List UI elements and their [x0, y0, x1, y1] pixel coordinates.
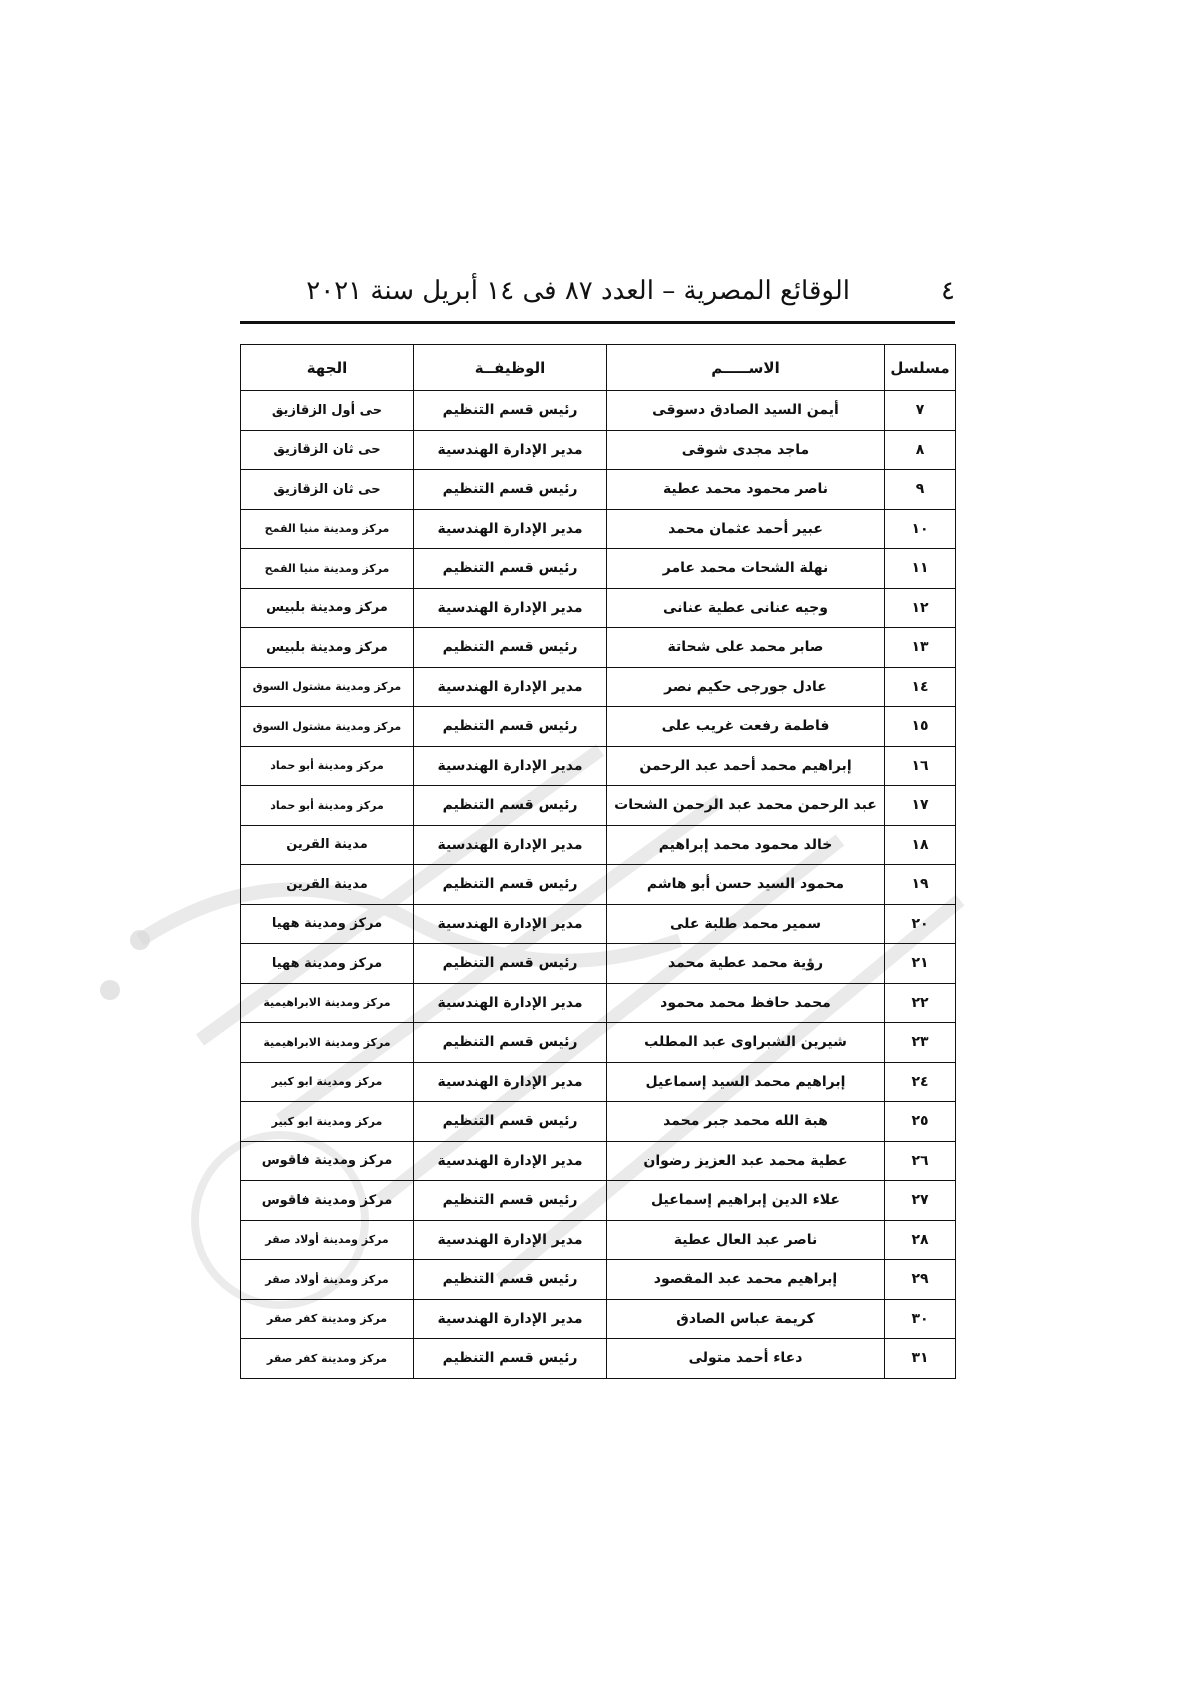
- table-row: [241, 1299, 956, 1339]
- cell-serial: ١٠: [885, 509, 956, 549]
- cell-name: دعاء أحمد متولى: [607, 1339, 885, 1379]
- header-divider: [240, 321, 955, 324]
- cell-serial: ٩: [885, 470, 956, 510]
- table-row: [241, 470, 956, 510]
- cell-name: فاطمة رفعت غريب على: [607, 707, 885, 747]
- cell-name: عبير أحمد عثمان محمد: [607, 509, 885, 549]
- cell-serial: ٢٢: [885, 983, 956, 1023]
- cell-serial: ٢١: [885, 944, 956, 984]
- cell-serial: ١٣: [885, 628, 956, 668]
- table-row: [241, 746, 956, 786]
- cell-department: مركز ومدينة ههيا: [241, 944, 414, 984]
- cell-job: رئيس قسم التنظيم: [414, 707, 607, 747]
- table-row: [241, 1260, 956, 1300]
- table-row: [241, 667, 956, 707]
- cell-name: رؤية محمد عطية محمد: [607, 944, 885, 984]
- cell-name: شيرين الشبراوى عبد المطلب: [607, 1023, 885, 1063]
- cell-department: مدينة القرين: [241, 865, 414, 905]
- table-row: [241, 904, 956, 944]
- cell-department: مركز ومدينة ابو كبير: [241, 1062, 414, 1102]
- table-row: [241, 707, 956, 747]
- cell-job: رئيس قسم التنظيم: [414, 470, 607, 510]
- cell-name: علاء الدين إبراهيم إسماعيل: [607, 1181, 885, 1221]
- cell-job: رئيس قسم التنظيم: [414, 1102, 607, 1142]
- cell-job: رئيس قسم التنظيم: [414, 944, 607, 984]
- page-header: [240, 270, 955, 322]
- table-row: [241, 509, 956, 549]
- cell-serial: ٢٠: [885, 904, 956, 944]
- cell-job: رئيس قسم التنظيم: [414, 628, 607, 668]
- cell-name: محمود السيد حسن أبو هاشم: [607, 865, 885, 905]
- cell-job: مدير الإدارة الهندسية: [414, 904, 607, 944]
- cell-job: مدير الإدارة الهندسية: [414, 983, 607, 1023]
- cell-department: مركز ومدينة كفر صقر: [241, 1299, 414, 1339]
- cell-name: محمد حافظ محمد محمود: [607, 983, 885, 1023]
- table-row: [241, 391, 956, 431]
- column-header-name: الاســـــم: [607, 345, 885, 391]
- cell-department: مركز ومدينة كفر صقر: [241, 1339, 414, 1379]
- cell-department: مركز ومدينة مشتول السوق: [241, 667, 414, 707]
- cell-name: صابر محمد على شحاتة: [607, 628, 885, 668]
- cell-serial: ١٤: [885, 667, 956, 707]
- cell-department: مركز ومدينة فاقوس: [241, 1141, 414, 1181]
- cell-job: مدير الإدارة الهندسية: [414, 746, 607, 786]
- page-number: ٤: [941, 276, 955, 306]
- cell-job: مدير الإدارة الهندسية: [414, 509, 607, 549]
- cell-name: هبة الله محمد جبر محمد: [607, 1102, 885, 1142]
- cell-job: رئيس قسم التنظيم: [414, 786, 607, 826]
- table-row: [241, 786, 956, 826]
- cell-department: مركز ومدينة منيا القمح: [241, 549, 414, 589]
- cell-department: مركز ومدينة ههيا: [241, 904, 414, 944]
- table-body: [241, 391, 956, 1379]
- table-row: [241, 944, 956, 984]
- watermark-dot: [130, 930, 150, 950]
- table-row: [241, 588, 956, 628]
- cell-serial: ٣٠: [885, 1299, 956, 1339]
- cell-job: رئيس قسم التنظيم: [414, 1339, 607, 1379]
- table-row: [241, 1062, 956, 1102]
- cell-job: مدير الإدارة الهندسية: [414, 1141, 607, 1181]
- cell-job: مدير الإدارة الهندسية: [414, 588, 607, 628]
- table-row: [241, 825, 956, 865]
- cell-department: مركز ومدينة بلبيس: [241, 628, 414, 668]
- cell-name: إبراهيم محمد السيد إسماعيل: [607, 1062, 885, 1102]
- table-header-row: [241, 345, 956, 391]
- cell-department: حى ثان الزقازيق: [241, 430, 414, 470]
- cell-department: مركز ومدينة أولاد صقر: [241, 1220, 414, 1260]
- cell-job: رئيس قسم التنظيم: [414, 865, 607, 905]
- cell-name: عطية محمد عبد العزيز رضوان: [607, 1141, 885, 1181]
- table-row: [241, 430, 956, 470]
- table-row: [241, 628, 956, 668]
- cell-serial: ٨: [885, 430, 956, 470]
- cell-name: أيمن السيد الصادق دسوقى: [607, 391, 885, 431]
- cell-department: مركز ومدينة فاقوس: [241, 1181, 414, 1221]
- cell-name: وجيه عنانى عطية عنانى: [607, 588, 885, 628]
- cell-serial: ١٦: [885, 746, 956, 786]
- cell-name: إبراهيم محمد عبد المقصود: [607, 1260, 885, 1300]
- cell-name: خالد محمود محمد إبراهيم: [607, 825, 885, 865]
- column-header-department: الجهة: [241, 345, 414, 391]
- cell-serial: ١٨: [885, 825, 956, 865]
- cell-name: ناصر عبد العال عطية: [607, 1220, 885, 1260]
- cell-job: مدير الإدارة الهندسية: [414, 1220, 607, 1260]
- cell-name: إبراهيم محمد أحمد عبد الرحمن: [607, 746, 885, 786]
- cell-department: مركز ومدينة أبو حماد: [241, 786, 414, 826]
- cell-name: عادل جورجى حكيم نصر: [607, 667, 885, 707]
- cell-name: كريمة عباس الصادق: [607, 1299, 885, 1339]
- cell-serial: ٢٨: [885, 1220, 956, 1260]
- cell-serial: ٢٩: [885, 1260, 956, 1300]
- cell-department: حى ثان الزقازيق: [241, 470, 414, 510]
- cell-serial: ٢٦: [885, 1141, 956, 1181]
- table-row: [241, 865, 956, 905]
- cell-department: مركز ومدينة بلبيس: [241, 588, 414, 628]
- column-header-job: الوظيفــة: [414, 345, 607, 391]
- cell-serial: ٢٧: [885, 1181, 956, 1221]
- table-row: [241, 549, 956, 589]
- table-row: [241, 1023, 956, 1063]
- roster-table: [240, 344, 956, 1379]
- cell-department: مدينة القرين: [241, 825, 414, 865]
- table-row: [241, 1141, 956, 1181]
- cell-serial: ٢٥: [885, 1102, 956, 1142]
- watermark-dot: [100, 980, 120, 1000]
- cell-department: مركز ومدينة أبو حماد: [241, 746, 414, 786]
- cell-name: سمير محمد طلبة على: [607, 904, 885, 944]
- cell-job: مدير الإدارة الهندسية: [414, 430, 607, 470]
- cell-department: مركز ومدينة منيا القمح: [241, 509, 414, 549]
- cell-job: رئيس قسم التنظيم: [414, 549, 607, 589]
- cell-serial: ١٧: [885, 786, 956, 826]
- cell-serial: ١٢: [885, 588, 956, 628]
- cell-job: مدير الإدارة الهندسية: [414, 1299, 607, 1339]
- cell-name: نهلة الشحات محمد عامر: [607, 549, 885, 589]
- cell-department: مركز ومدينة ابو كبير: [241, 1102, 414, 1142]
- gazette-title: الوقائع المصرية – العدد ٨٧ فى ١٤ أبريل سنة ٢٠٢١: [306, 276, 850, 306]
- table-row: [241, 1220, 956, 1260]
- cell-serial: ١٩: [885, 865, 956, 905]
- cell-department: مركز ومدينة مشتول السوق: [241, 707, 414, 747]
- cell-department: مركز ومدينة أولاد صقر: [241, 1260, 414, 1300]
- cell-serial: ١٥: [885, 707, 956, 747]
- cell-serial: ١١: [885, 549, 956, 589]
- cell-job: رئيس قسم التنظيم: [414, 1260, 607, 1300]
- table-row: [241, 983, 956, 1023]
- cell-job: مدير الإدارة الهندسية: [414, 825, 607, 865]
- cell-job: مدير الإدارة الهندسية: [414, 667, 607, 707]
- cell-department: مركز ومدينة الابراهيمية: [241, 983, 414, 1023]
- cell-serial: ٢٣: [885, 1023, 956, 1063]
- table-row: [241, 1181, 956, 1221]
- cell-name: ناصر محمود محمد عطية: [607, 470, 885, 510]
- cell-department: مركز ومدينة الابراهيمية: [241, 1023, 414, 1063]
- cell-job: رئيس قسم التنظيم: [414, 1023, 607, 1063]
- cell-serial: ٣١: [885, 1339, 956, 1379]
- column-header-serial: مسلسل: [885, 345, 956, 391]
- cell-name: ماجد مجدى شوقى: [607, 430, 885, 470]
- table-row: [241, 1339, 956, 1379]
- table-row: [241, 1102, 956, 1142]
- cell-serial: ٧: [885, 391, 956, 431]
- cell-job: رئيس قسم التنظيم: [414, 391, 607, 431]
- cell-job: رئيس قسم التنظيم: [414, 1181, 607, 1221]
- cell-name: عبد الرحمن محمد عبد الرحمن الشحات: [607, 786, 885, 826]
- cell-job: مدير الإدارة الهندسية: [414, 1062, 607, 1102]
- cell-department: حى أول الزقازيق: [241, 391, 414, 431]
- cell-serial: ٢٤: [885, 1062, 956, 1102]
